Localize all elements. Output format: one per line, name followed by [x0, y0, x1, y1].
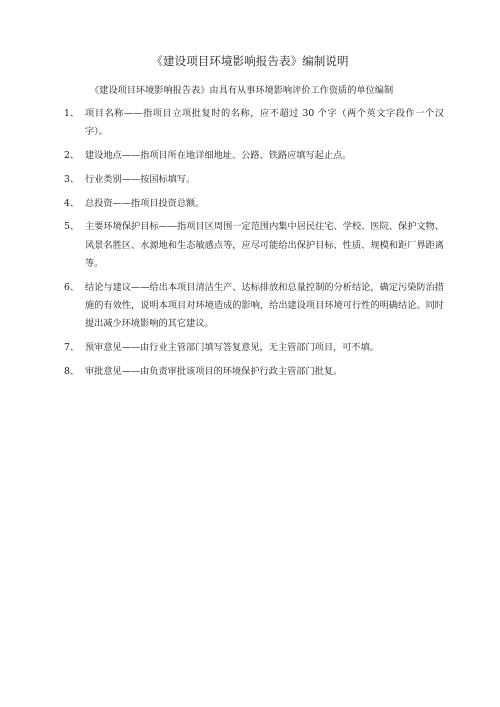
- item-text: 建设地点——指项目所在地详细地址、公路、铁路应填写起止点。: [85, 150, 352, 161]
- item-number: 2、: [64, 150, 80, 161]
- item-number: 3、: [64, 173, 80, 185]
- list-item: [64, 279, 444, 334]
- document-title: 《建设项目环境影响报告表》编制说明: [151, 54, 349, 68]
- list-item: [64, 339, 444, 357]
- item-text: 总投资——指项目投资总额。: [85, 197, 205, 209]
- item-number: 5、: [64, 221, 80, 233]
- item-number: 7、: [64, 341, 80, 353]
- list-item: [64, 218, 444, 273]
- item-text: 主要环境保护目标——指项目区周围一定范围内集中居民住宅、学校、医院、保护文物、风景名胜区、水源地和生态敏感点等，应尽可能给出保护目标、性质、规模和距厂界距离等。: [85, 221, 444, 269]
- item-text: 项目名称——指项目立项批复时的名称，应不超过 30 个字（两个英文字段作一个汉字）。: [85, 108, 444, 138]
- item-text: 审批意见——由负责审批该项目的环境保护行政主管部门批复。: [85, 365, 343, 377]
- list-item: [64, 147, 444, 165]
- intro-paragraph: 《建设项目环境影响报告表》由具有从事环境影响评价工作资质的单位编制: [90, 85, 394, 96]
- list-item: [64, 195, 444, 213]
- item-text: 行业类别——按国标填写。: [85, 173, 196, 185]
- item-number: 6、: [64, 281, 80, 293]
- item-text: 预审意见——由行业主管部门填写答复意见，无主管部门项目，可不填。: [85, 341, 379, 353]
- item-number: 1、: [64, 108, 80, 119]
- instruction-list: [64, 105, 444, 386]
- list-item: [64, 171, 444, 189]
- item-text: 结论与建议——给出本项目清洁生产、达标排放和总量控制的分析结论，确定污染防治措施的有效性，说明本项目对环境造成的影响，给出建设项目环境可行性的明确结论。同时提出减少环境影响的其它建议。: [85, 281, 444, 329]
- item-number: 4、: [64, 197, 80, 209]
- item-number: 8、: [64, 365, 80, 377]
- list-item: [64, 363, 444, 381]
- list-item: [64, 105, 444, 141]
